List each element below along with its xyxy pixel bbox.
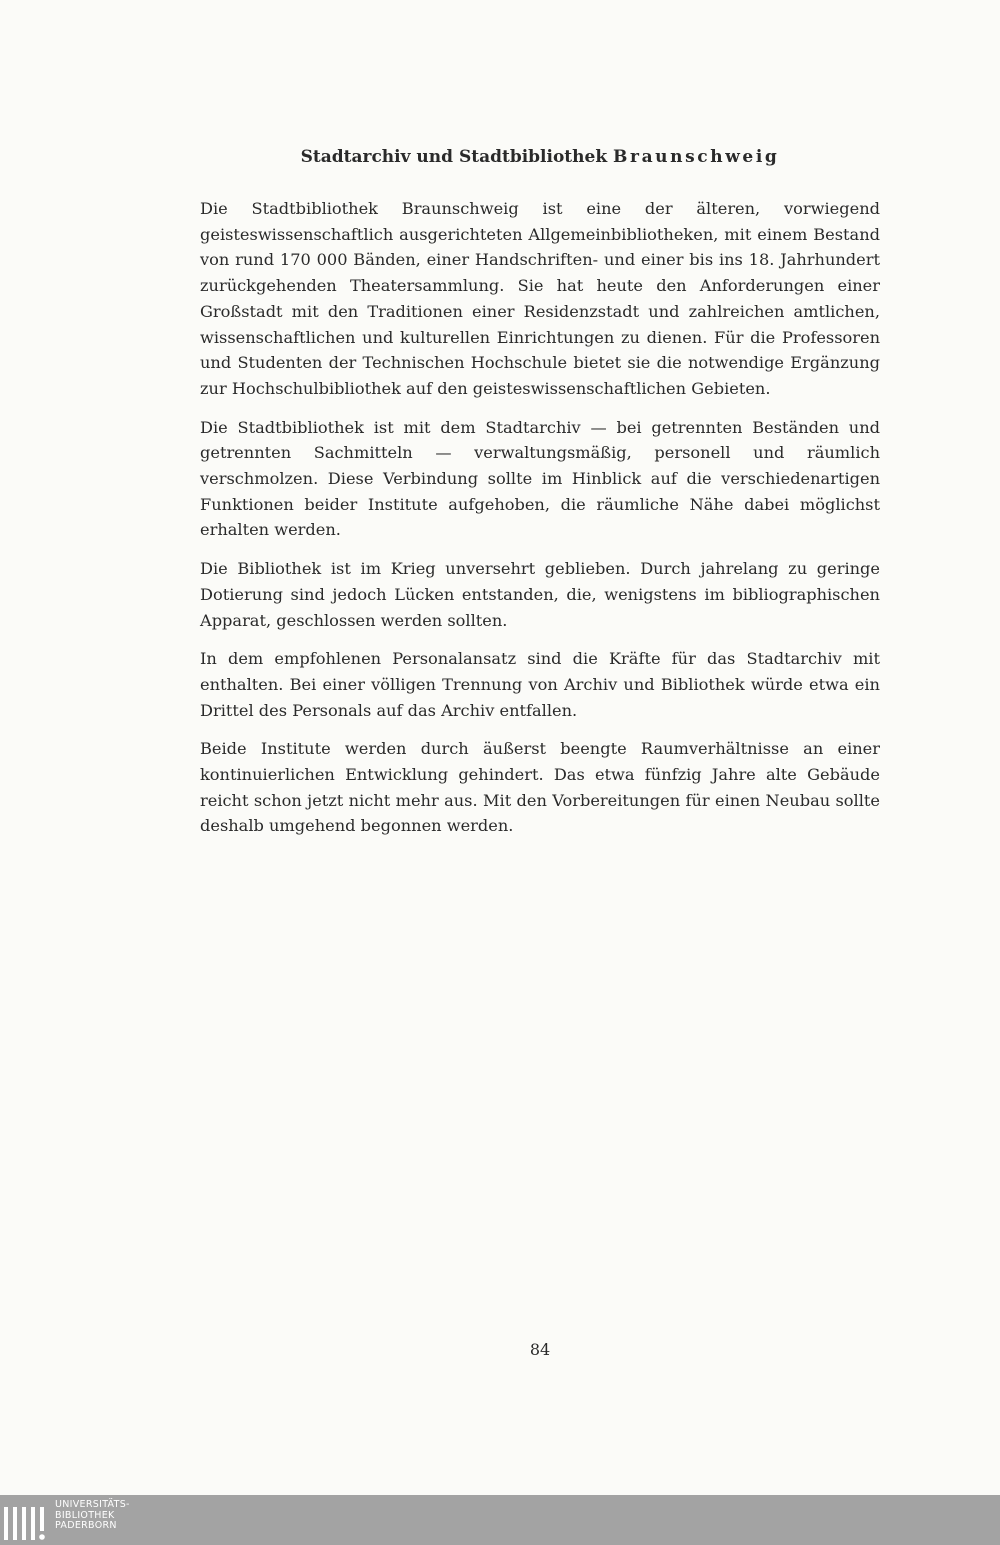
logo-line-3: PADERBORN <box>55 1520 117 1531</box>
paragraph-3: Die Bibliothek ist im Krieg unversehrt geblieben. Durch jahrelang zu geringe Dotierung sind jedoch Lücken entstanden, die, wenigstens im bibliographischen Apparat, geschlossen werden sollten. <box>200 559 880 630</box>
library-logo-icon <box>4 1502 48 1542</box>
page-number: 84 <box>529 1340 551 1359</box>
paragraph-4: In dem empfohlenen Personalansatz sind die Kräfte für das Stadtarchiv mit enthalten. Bei einer völligen Trennung von Archiv und Bibliothek würde etwa ein Drittel des Personals auf das Archiv entfallen. <box>200 649 880 720</box>
paragraph-2: Die Stadtbibliothek ist mit dem Stadtarchiv — bei getrennten Beständen und getrennten Sachmitteln — verwaltungsmäßig, personell und räumlich verschmolzen. Diese Verbindung sollte im Hinblick auf die verschiedenartigen Funktionen beider Institute aufgehoben, die räumliche Nähe dabei möglichst erhalten werden. <box>200 417 880 540</box>
heading-city: Braunschweig <box>613 147 780 167</box>
paragraph-1: Die Stadtbibliothek Braunschweig ist eine der älteren, vorwiegend geisteswissenschaftlich ausgerichteten Allgemeinbibliotheken, mit einem Bestand von rund 170 000 Bänden, einer Handschriften- und einer bis ins 18. Jahrhundert zurückgehenden Theatersammlung. Sie hat heute den Anforderungen einer Großstadt mit den Traditionen einer Residenzstadt und zahlreichen amtlichen, wissenschaftlichen und kulturellen Einrichtungen zu dienen. Für die Professoren und Studenten der Technischen Hochschule bietet sie die notwendige Ergänzung zur Hochschulbibliothek auf den geisteswissenschaftlichen Gebieten. <box>200 199 880 398</box>
footer-bar <box>0 1495 1000 1545</box>
logo-line-1: UNIVERSITÄTS- <box>55 1499 130 1510</box>
heading-prefix: Stadtarchiv und Stadtbibliothek <box>300 147 614 167</box>
logo-line-2: BIBLIOTHEK <box>55 1509 115 1521</box>
library-logo-text <box>55 1500 130 1532</box>
body-text <box>200 196 880 852</box>
paragraph-5: Beide Institute werden durch äußerst beengte Raumverhältnisse an einer kontinuierlichen Entwicklung gehindert. Das etwa fünfzig Jahre alte Gebäude reicht schon jetzt nicht mehr aus. Mit den Vorbereitungen für einen Neubau sollte deshalb umgehend begonnen werden. <box>200 739 880 836</box>
page-heading <box>200 144 880 170</box>
